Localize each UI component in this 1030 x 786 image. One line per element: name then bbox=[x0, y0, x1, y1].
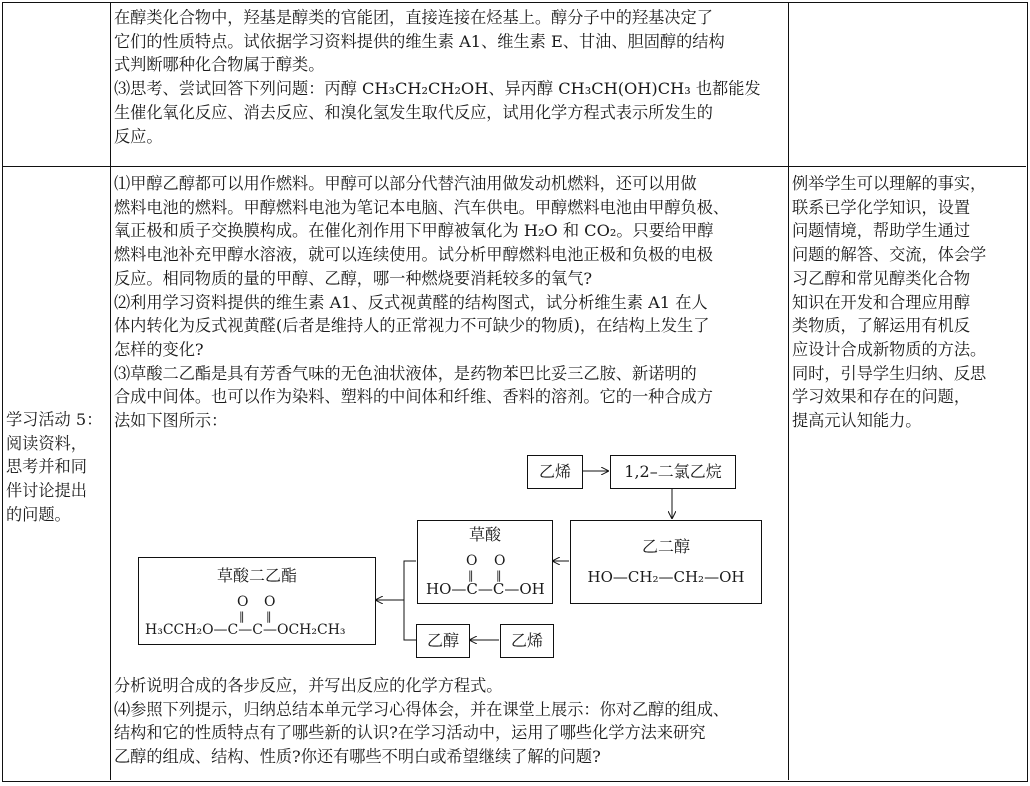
top-line: ⑶思考、尝试回答下列问题：丙醇 CH₃CH₂CH₂OH、异丙醇 CH₃CH(OH)CH₃ 也都能发 bbox=[114, 79, 761, 99]
glycol-formula: HO—CH₂—CH₂—OH bbox=[587, 568, 745, 586]
activity-label-line: 伴讨论提出 bbox=[6, 481, 87, 501]
activity-label-line: 的问题。 bbox=[6, 504, 71, 524]
note-line: 知识在开发和合理应用醇 bbox=[792, 292, 971, 312]
question-2-line: 体内转化为反式视黄醛(后者是维持人的正常视力不可缺少的物质)，在结构上发生了 bbox=[114, 316, 710, 336]
note-line: 类物质，了解运用有机反 bbox=[792, 316, 971, 336]
activity-label-line: 思考并和同 bbox=[6, 457, 87, 477]
note-line: 问题情境，帮助学生通过 bbox=[792, 221, 971, 241]
bracket-to-ester bbox=[404, 561, 416, 640]
ester-bond1: ‖ bbox=[239, 610, 245, 623]
ester-bond2: ‖ bbox=[266, 610, 272, 623]
glycol-name: 乙二醇 bbox=[641, 537, 690, 556]
question-3-line: ⑶草酸二乙酯是具有芳香气味的无色油状液体，是药物苯巴比妥三乙胺、新诺明的 bbox=[114, 363, 697, 383]
ethylene-label: 乙烯 bbox=[510, 631, 543, 650]
note-line: 提高元认知能力。 bbox=[792, 411, 922, 431]
top-line: 在醇类化合物中，羟基是醇类的官能团，直接连接在烃基上。醇分子中的羟基决定了 bbox=[114, 8, 713, 27]
top-line: 反应。 bbox=[114, 126, 163, 146]
ester-formula: H₃CCH₂O—C—C—OCH₂CH₃ bbox=[145, 622, 346, 638]
ethylene-label: 乙烯 bbox=[538, 462, 571, 481]
question-4-line: 乙醇的组成、结构、性质?你还有哪些不明白或希望继续了解的问题? bbox=[114, 747, 601, 767]
top-line: 式判断哪种化合物属于醇类。 bbox=[114, 55, 325, 75]
question-1-line: 燃料电池补充甲醇水溶液，就可以连续使用。试分析甲醇燃料电池正极和负极的电极 bbox=[114, 245, 713, 265]
oxalic-bond1: ‖ bbox=[468, 569, 474, 582]
ester-o2: O bbox=[264, 594, 276, 610]
oxalic-bond2: ‖ bbox=[496, 569, 502, 582]
question-4-line: ⑷参照下列提示，归纳总结本单元学习心得体会，并在课堂上展示：你对乙醇的组成、 bbox=[114, 699, 730, 719]
note-line: 联系已学化学知识，设置 bbox=[792, 197, 971, 217]
ester-o1: O bbox=[237, 594, 249, 610]
note-line: 问题的解答、交流，体会学 bbox=[792, 245, 987, 265]
top-line: 它们的性质特点。试依据学习资料提供的维生素 A1、维生素 E、甘油、胆固醇的结构 bbox=[114, 31, 725, 51]
question-3-line: 法如下图所示： bbox=[114, 411, 228, 431]
top-line: 生催化氧化反应、消去反应、和溴化氢发生取代反应，试用化学方程式表示所发生的 bbox=[114, 102, 713, 122]
oxalic-o1: O bbox=[466, 553, 478, 569]
note-line: 应设计合成新物质的方法。 bbox=[792, 339, 987, 359]
oxalic-formula: HO—C—C—OH bbox=[426, 580, 545, 598]
note-line: 习乙醇和常见醇类化合物 bbox=[792, 268, 971, 288]
question-1-line: 反应。相同物质的量的甲醇、乙醇，哪一种燃烧要消耗较多的氧气? bbox=[114, 268, 593, 288]
note-line: 例举学生可以理解的事实， bbox=[792, 174, 987, 193]
question-3-after: 分析说明合成的各步反应，并写出反应的化学方程式。 bbox=[114, 676, 503, 695]
note-line: 学习效果和存在的问题， bbox=[792, 387, 971, 407]
activity-label-line: 学习活动 5： bbox=[6, 410, 103, 429]
ethanol-label: 乙醇 bbox=[426, 631, 459, 650]
oxalic-acid-name: 草酸 bbox=[468, 525, 501, 544]
dichloroethane-label: 1,2–二氯乙烷 bbox=[624, 462, 722, 481]
note-line: 同时，引导学生归纳、反思 bbox=[792, 363, 987, 383]
question-1-line: 氧正极和质子交换膜构成。在催化剂作用下甲醇被氧化为 H₂O 和 CO₂。只要给甲醇 bbox=[114, 221, 714, 241]
oxalic-o2: O bbox=[494, 553, 506, 569]
question-4-line: 结构和它的性质特点有了哪些新的认识?在学习活动中，运用了哪些化学方法来研究 bbox=[114, 723, 706, 743]
question-2-line: 怎样的变化? bbox=[114, 339, 204, 359]
diethyl-oxalate-name: 草酸二乙酯 bbox=[216, 566, 297, 585]
question-2-line: ⑵利用学习资料提供的维生素 A1、反式视黄醛的结构图式，试分析维生素 A1 在人 bbox=[114, 292, 708, 312]
question-1-line: 燃料电池的燃料。甲醇燃料电池为笔记本电脑、汽车供电。甲醇燃料电池由甲醇负极、 bbox=[114, 197, 730, 217]
question-1-line: ⑴甲醇乙醇都可以用作燃料。甲醇可以部分代替汽油用做发动机燃料，还可以用做 bbox=[114, 174, 697, 193]
activity-label-line: 阅读资料， bbox=[6, 433, 87, 453]
question-3-line: 合成中间体。也可以作为染料、塑料的中间体和纤维、香料的溶剂。它的一种合成方 bbox=[114, 387, 713, 407]
